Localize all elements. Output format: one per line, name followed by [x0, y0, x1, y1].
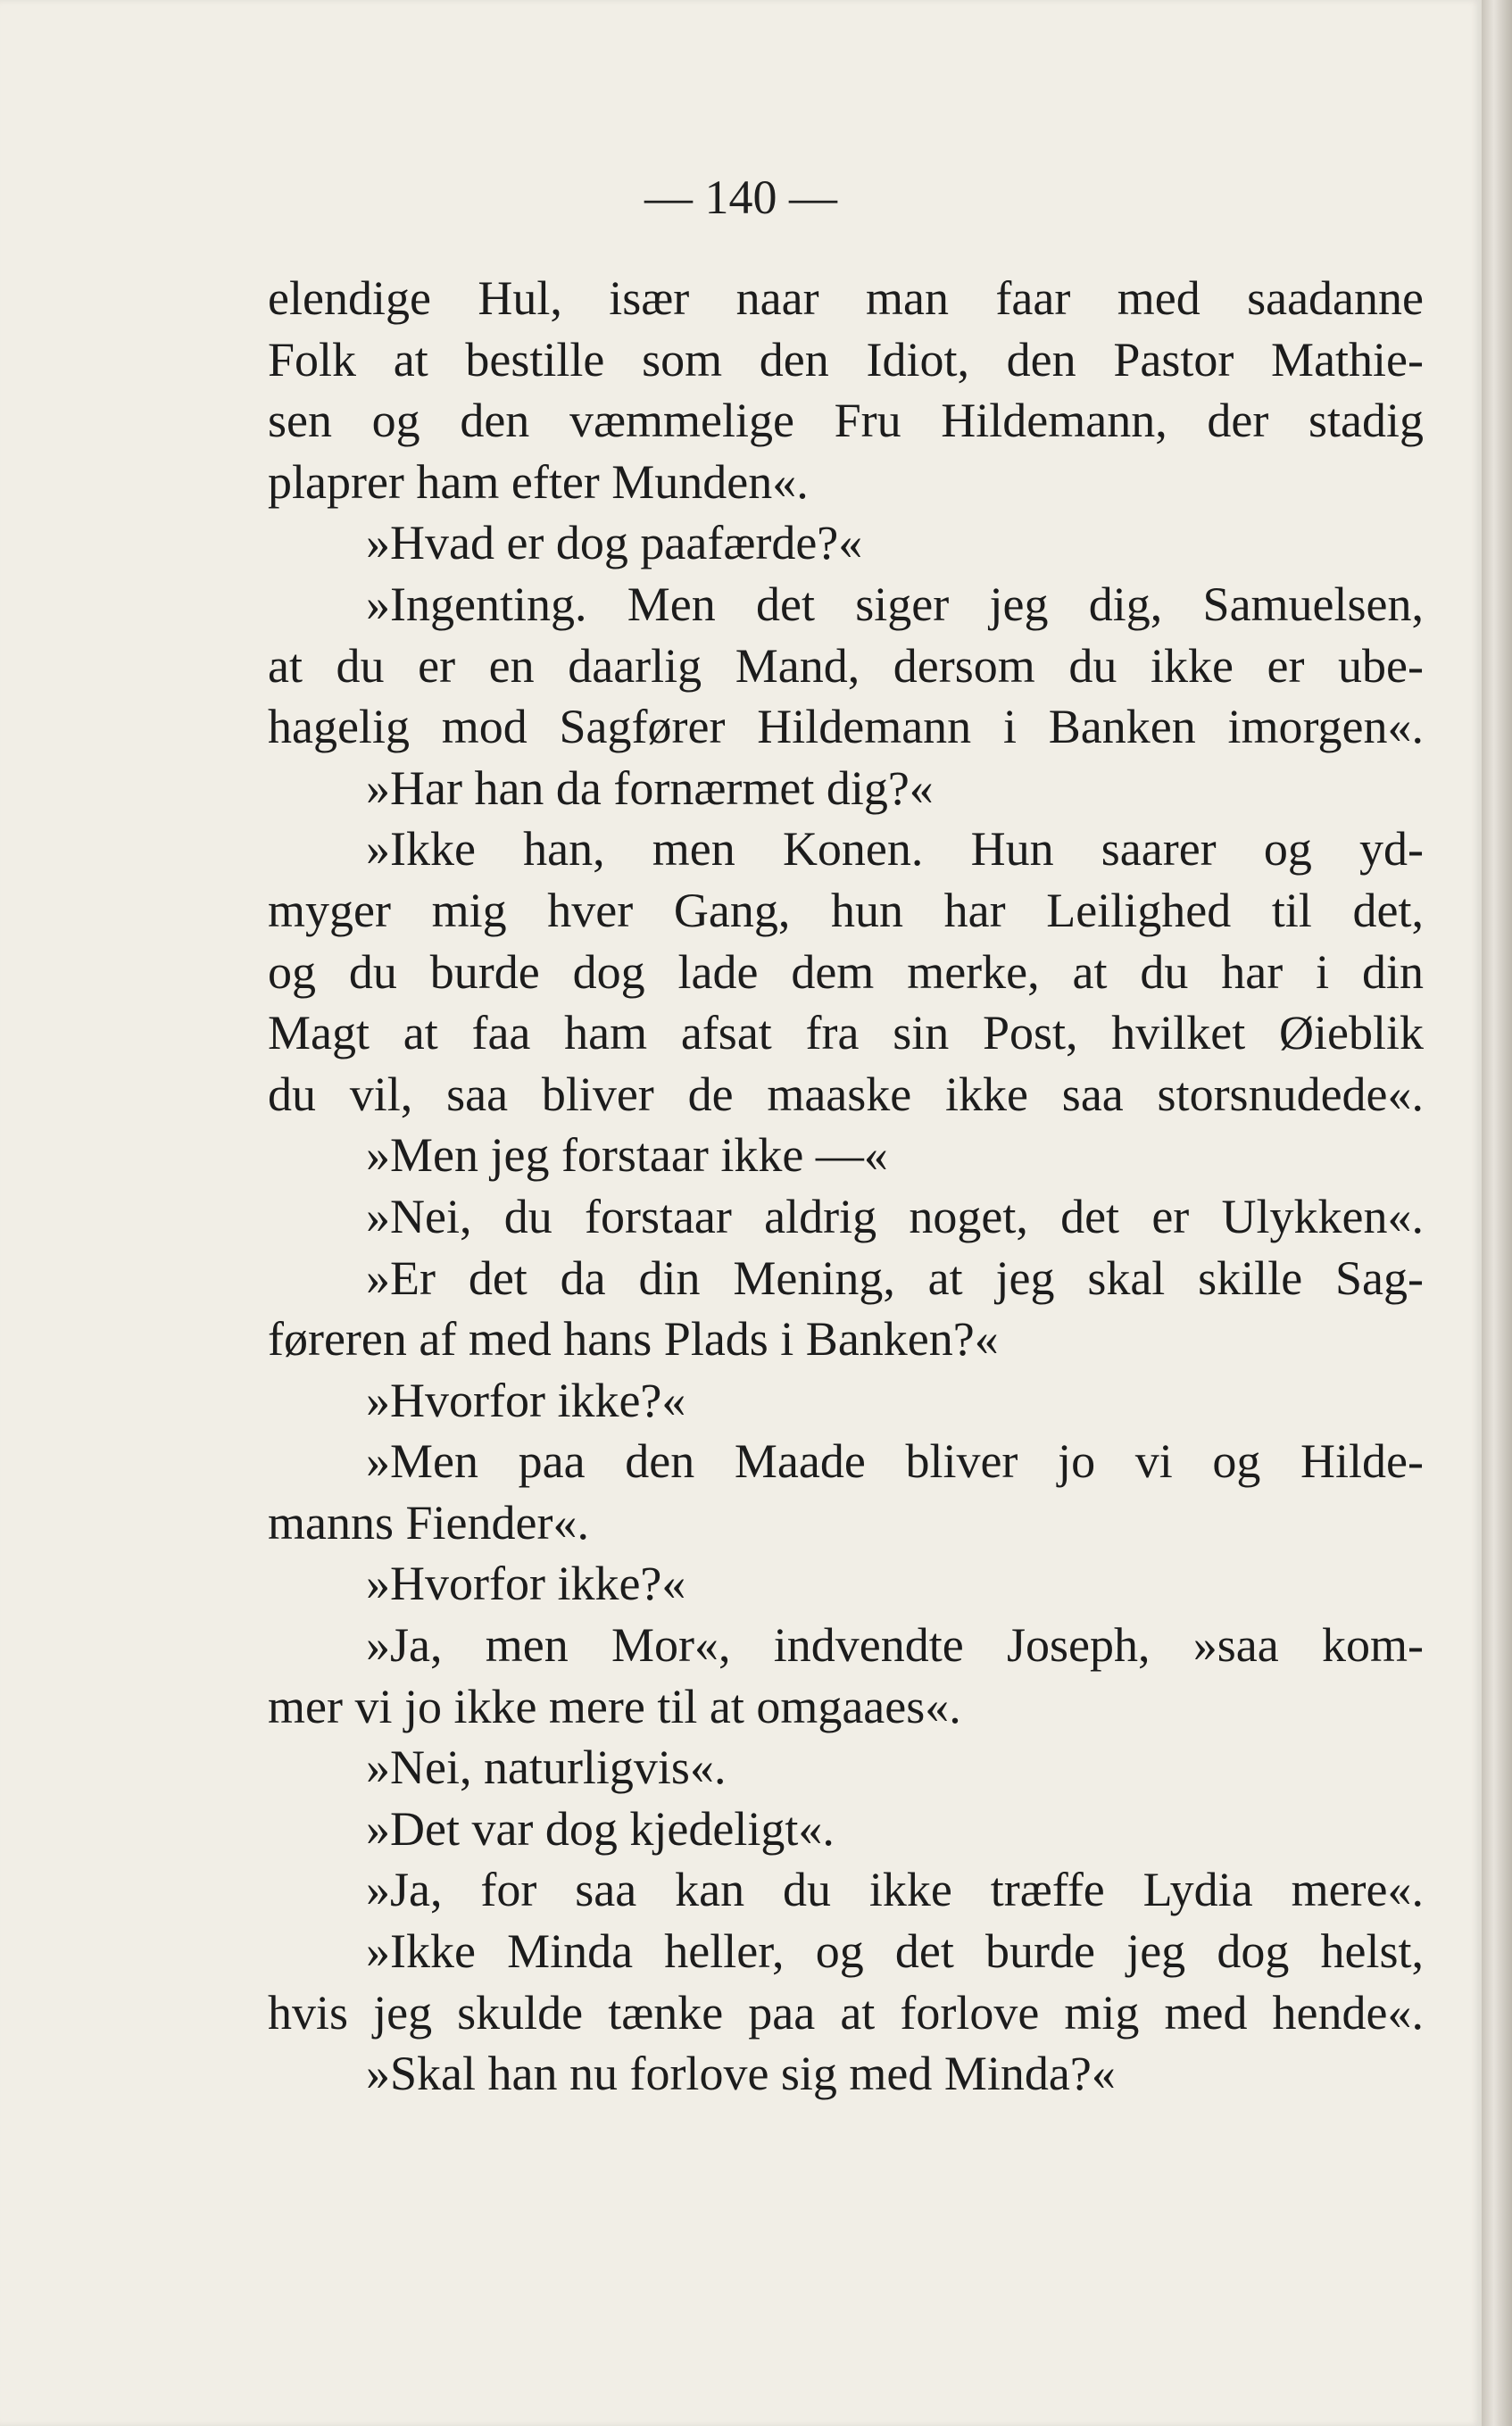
text-line: Folk at bestille som den Idiot, den Pastor Mathie- [268, 332, 1424, 386]
text-line: »Har han da fornærmet dig?« [366, 760, 934, 815]
text-line: »Men jeg forstaar ikke —« [366, 1128, 888, 1183]
text-line: »Ikke han, men Konen. Hun saarer og yd- [366, 822, 1424, 877]
text-line: »Det var dog kjedeligt«. [366, 1801, 835, 1856]
text-line: »Men paa den Maade bliver jo vi og Hilde- [366, 1434, 1424, 1489]
text-line: »Ja, men Mor«, indvendte Joseph, »saa kom- [366, 1618, 1424, 1673]
text-line: »Ingenting. Men det siger jeg dig, Samuelsen, [366, 577, 1424, 631]
text-line: manns Fiender«. [268, 1495, 589, 1549]
text-line: »Hvad er dog paafærde?« [366, 516, 863, 570]
text-line: »Skal han nu forlove sig med Minda?« [366, 2047, 1116, 2101]
page-edge [1482, 0, 1512, 2426]
text-line: »Hvorfor ikke?« [366, 1557, 686, 1611]
text-line: at du er en daarlig Mand, dersom du ikke er ube- [268, 638, 1424, 693]
text-line: føreren af med hans Plads i Banken?« [268, 1312, 999, 1367]
text-line: plaprer ham efter Munden«. [268, 454, 809, 509]
text-line: hvis jeg skulde tænke paa at forlove mig med hende«. [268, 1985, 1424, 2040]
text-line: og du burde dog lade dem merke, at du har i din [268, 944, 1424, 999]
text-line: Magt at faa ham afsat fra sin Post, hvilket Øieblik [268, 1006, 1424, 1060]
text-line: myger mig hver Gang, hun har Leilighed til det, [268, 883, 1424, 937]
text-line: »Er det da din Mening, at jeg skal skille Sag- [366, 1250, 1424, 1305]
text-line: »Nei, naturligvis«. [366, 1741, 727, 1795]
text-line: »Ja, for saa kan du ikke træffe Lydia mere«. [366, 1863, 1424, 1917]
text-line: sen og den væmmelige Fru Hildemann, der stadig [268, 394, 1424, 448]
page-number: — 140 — [644, 170, 837, 224]
text-line: hagelig mod Sagfører Hildemann i Banken imorgen«. [268, 700, 1424, 754]
text-line: »Nei, du forstaar aldrig noget, det er Ulykken«. [366, 1189, 1424, 1243]
text-line: du vil, saa bliver de maaske ikke saa storsnudede«. [268, 1067, 1424, 1121]
body-text [268, 268, 1424, 2105]
text-line: »Ikke Minda heller, og det burde jeg dog helst, [366, 1924, 1424, 1979]
text-line: mer vi jo ikke mere til at omgaaes«. [268, 1679, 961, 1733]
text-line: elendige Hul, især naar man faar med saadanne [268, 271, 1424, 325]
text-line: »Hvorfor ikke?« [366, 1373, 686, 1427]
